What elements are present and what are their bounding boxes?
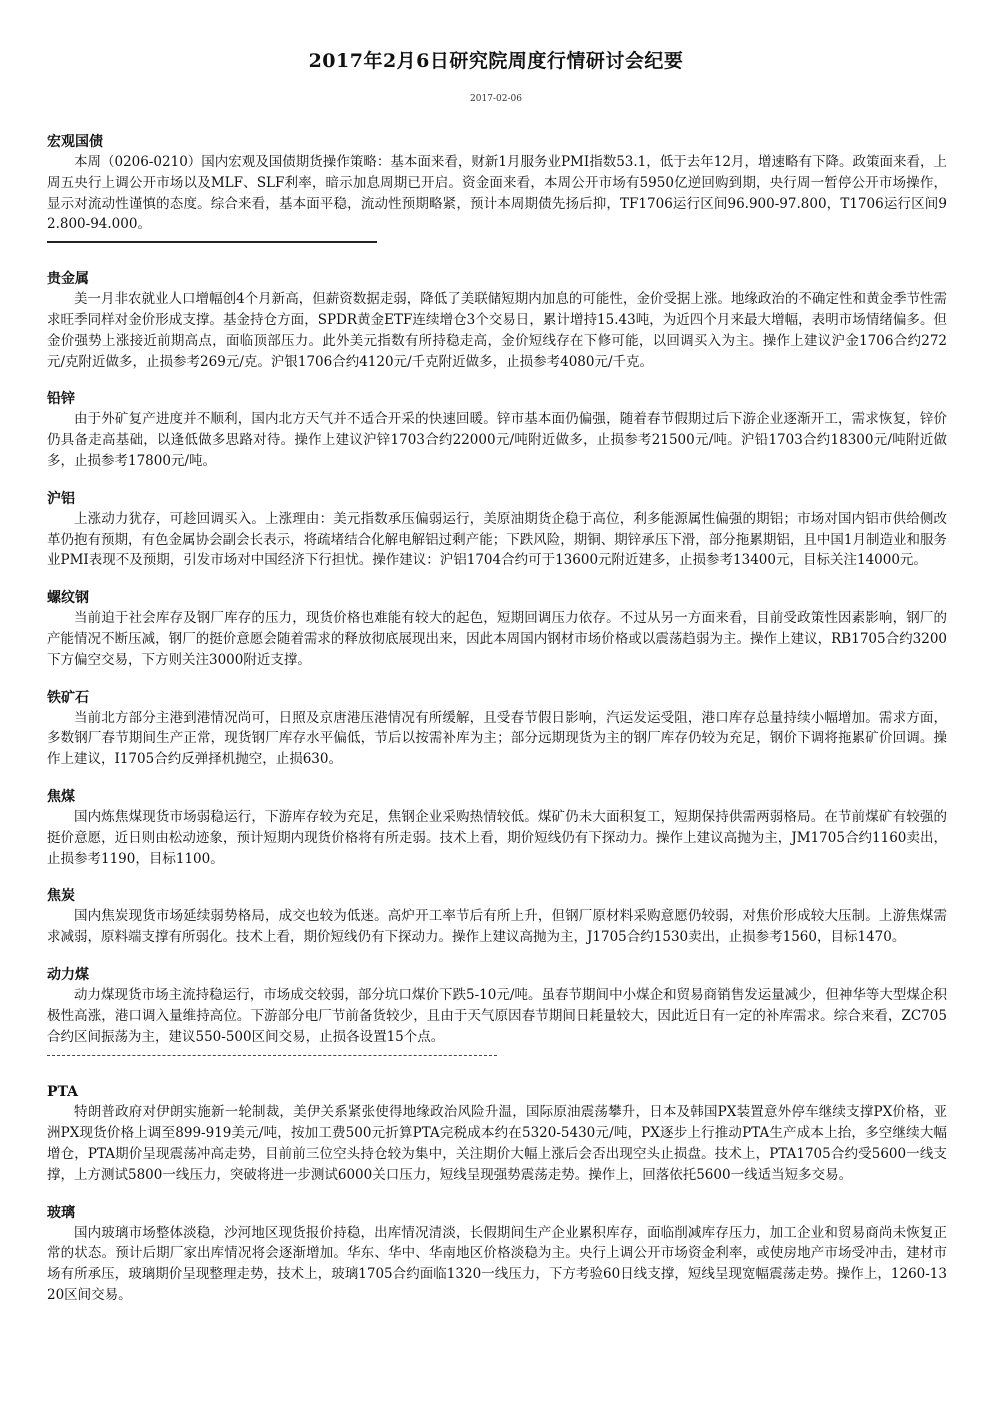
section-coking-coal [47,787,947,869]
section-body: 特朗普政府对伊朗实施新一轮制裁，美伊关系紧张使得地缘政治风险升温，国际原油震荡攀升，日本及韩国PX装置意外停车继续支撑PX价格，亚洲PX现货价格上调至899-919美元/吨，按加工费500元折算PTA完税成本约在5320-5430元/吨，PX逐步上行推动PTA生产成本上抬，多空继续大幅增仓，PTA期价呈现震荡冲高走势，目前前三位空头持仓较为集中，关注期价大幅上涨后会否出现空头止损盘。技术上，PTA1705合约受5600一线支撑，上方测试5800一线压力，突破将进一步测试6000关口压力，短线呈现强势震荡走势。操作上，回落依托5600一线适当短多交易。 [47,1104,947,1183]
section-body: 美一月非农就业人口增幅创4个月新高，但薪资数据走弱，降低了美联储短期内加息的可能性，金价受据上涨。地缘政治的不确定性和黄金季节性需求旺季同样对金价形成支撑。基金持仓方面，SPDR黄金ETF连续增仓3个交易日，累计增持15.43吨，为近四个月来最大增幅，表明市场情绪偏多。但金价强势上涨接近前期高点，面临顶部压力。此外美元指数有所持稳走高，金价短线存在下修可能，以回调买入为主。操作上建议沪金1706合约272元/克附近做多，止损参考269元/克。沪银1706合约4120元/千克附近做多，止损参考4080元/千克。 [47,291,947,370]
document-content [47,132,947,1306]
section-glass [47,1203,947,1306]
document-title: 2017年2月6日研究院周度行情研讨会纪要 [308,50,684,72]
section-lead-zinc [47,389,947,471]
section-heading: 动力煤 [47,966,89,983]
section-body: 当前北方部分主港到港情况尚可，日照及京唐港压港情况有所缓解，且受春节假日影响，汽运发运受阻，港口库存总量持续小幅增加。需求方面，多数钢厂春节期间生产正常，现货钢厂库存水平偏低，节后以按需补库为主；部分远期现货为主的钢厂库存仍较为充足，钢价下调将拖累矿价回调。操作上建议，I1705合约反弹择机抛空，止损630。 [47,709,947,768]
section-body: 国内玻璃市场整体淡稳，沙河地区现货报价持稳，出库情况清淡，长假期间生产企业累积库存，面临削减库存压力，加工企业和贸易商尚未恢复正常的状态。预计后期厂家出库情况将会逐渐增加。华东、华中、华南地区价格淡稳为主。央行上调公开市场资金利率，或使房地产市场受冲击，建材市场有所承压，玻璃期价呈现整理走势，技术上，玻璃1705合约面临1320一线压力，下方考验60日线支撑，短线呈现宽幅震荡走势。操作上，1260-1320区间交易。 [47,1224,947,1303]
section-coke [47,886,947,948]
section-pta [47,1082,947,1185]
section-iron-ore [47,688,947,770]
section-heading: 焦煤 [47,788,75,805]
section-body: 动力煤现货市场主流持稳运行，市场成交较弱，部分坑口煤价下跌5-10元/吨。虽春节期间中小煤企和贸易商销售发运量减少，但神华等大型煤企积极性高涨，港口调入量维持高位。下游部分电厂节前备货较少，且由于天气原因春节期间日耗量较大，因此近日有一定的补库需求。综合来看，ZC705合约区间振荡为主，建议550-500区间交易，止损各设置15个点。 [47,986,947,1045]
section-precious-metals [47,269,947,372]
section-heading: 玻璃 [47,1204,75,1221]
section-body: 国内炼焦煤现货市场弱稳运行，下游库存较为充足，焦钢企业采购热情较低。煤矿仍未大面积复工，短期保持供需两弱格局。在节前煤矿有较强的挺价意愿，近日则由松动迹象，预计短期内现货价格将有所走弱。技术上看，期价短线仍有下探动力。操作上建议高抛为主，JM1705合约1160卖出，止损参考1190，目标1100。 [47,808,947,867]
section-heading: 沪铝 [47,490,75,507]
section-body: 上涨动力犹存，可趁回调买入。上涨理由：美元指数承压偏弱运行，美原油期货企稳于高位，利多能源属性偏强的期铝；市场对国内铝市供给侧改革仍抱有预期，有色金属协会副会长表示，将疏堵结合化解电解铝过剩产能；下跌风险，期铜、期锌承压下滑，部分拖累期铝，且中国1月制造业和服务业PMI表现不及预期，引发市场对中国经济下行担忧。操作建议：沪铝1704合约可于13600元附近建多，止损参考13400元，目标关注14000元。 [47,510,947,569]
section-heading: 宏观国债 [47,134,103,150]
section-aluminum [47,489,947,571]
section-heading: 铁矿石 [47,689,89,706]
section-body: 本周（0206-0210）国内宏观及国债期货操作策略：基本面来看，财新1月服务业PMI指数53.1，低于去年12月，增速略有下降。政策面来看，上周五央行上调公开市场以及MLF、SLF利率，暗示加息周期已开启。资金面来看，本周公开市场有5950亿逆回购到期，央行周一暂停公开市场操作，显示对流动性谨慎的态度。综合来看，基本面平稳，流动性预期略紧，预计本周期债先扬后抑，TF1706运行区间96.900-97.800，T1706运行区间92.800-94.000。 [47,154,947,233]
section-heading: 焦炭 [47,888,75,905]
section-body: 由于外矿复产进度并不顺利，国内北方天气并不适合开采的快速回暖。锌市基本面仍偏强，随着春节假期过后下游企业逐渐开工，需求恢复，锌价仍具备走高基础，以逢低做多思路对待。操作上建议沪锌1703合约22000元/吨附近做多，止损参考21500元/吨。沪铅1703合约18300元/吨附近做多，止损参考17800元/吨。 [47,411,947,469]
section-rebar [47,588,947,670]
section-heading: 贵金属 [47,271,89,288]
section-macro-bonds [47,132,947,243]
section-heading: 螺纹钢 [47,590,89,607]
section-heading: 铅锌 [47,391,75,408]
document-date: 2017-02-06 [470,94,522,104]
section-heading: PTA [47,1084,79,1101]
section-body: 国内焦炭现货市场延续弱势格局，成交也较为低迷。高炉开工率节后有所上升，但钢厂原材料采购意愿仍较弱，对焦价形成较大压制。上游焦煤需求减弱，原料端支撑有所弱化。技术上看，期价短线仍有下探动力。操作上建议高抛为主，J1705合约1530卖出，止损参考1560，目标1470。 [47,908,947,946]
section-body: 当前迫于社会库存及钢厂库存的压力，现货价格也难能有较大的起色，短期回调压力依存。不过从另一方面来看，目前受政策性因素影响，钢厂的产能情况不断压减，钢厂的挺价意愿会随着需求的释放彻底展现出来，因此本周国内钢材市场价格或以震荡趋弱为主。操作上建议，RB1705合约3200下方偏空交易，下方则关注3000附近支撑。 [47,610,947,668]
section-thermal-coal [47,965,947,1056]
